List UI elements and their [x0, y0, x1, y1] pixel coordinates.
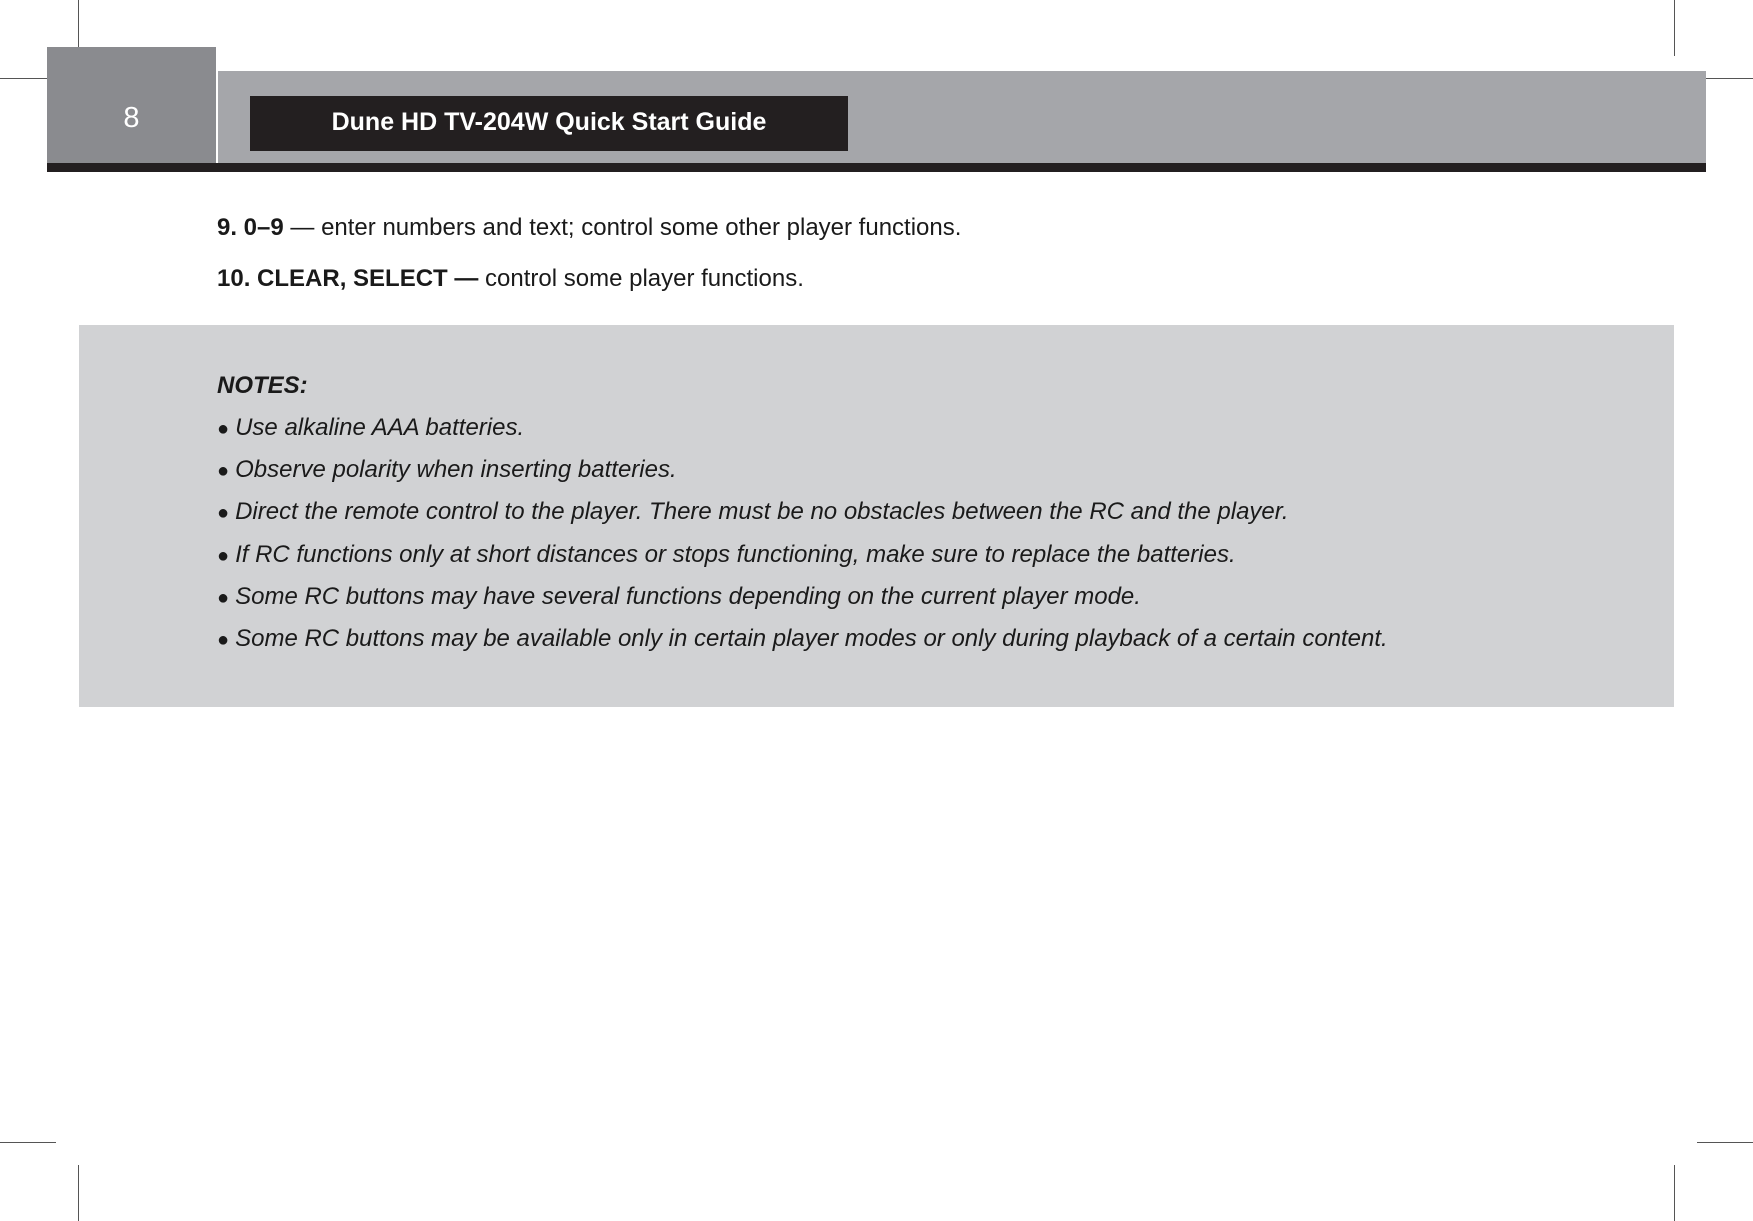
item-label: 10. CLEAR, SELECT —	[217, 265, 479, 292]
bullet-icon: ●	[217, 418, 230, 440]
note-text: Use alkaline AAA batteries.	[235, 414, 525, 441]
page-number: 8	[123, 102, 140, 134]
note-text: If RC functions only at short distances or stops functioning, make sure to replace the batteries.	[235, 541, 1236, 568]
crop-mark	[0, 1142, 56, 1143]
item-label: 9. 0–9	[217, 214, 284, 241]
note-item	[217, 585, 1141, 609]
bullet-icon: ●	[217, 545, 230, 567]
note-item	[217, 458, 677, 482]
note-item	[217, 416, 524, 440]
crop-mark	[1697, 1142, 1753, 1143]
note-item	[217, 627, 1388, 651]
note-text: Direct the remote control to the player. There must be no obstacles between the RC and the player.	[235, 498, 1289, 525]
notes-title: NOTES:	[217, 372, 308, 399]
note-text: Observe polarity when inserting batteries.	[235, 456, 677, 483]
note-item	[217, 500, 1289, 524]
item-text: control some player functions.	[478, 265, 804, 292]
bullet-icon: ●	[217, 629, 230, 651]
bullet-icon: ●	[217, 502, 230, 524]
note-text: Some RC buttons may be available only in certain player modes or only during playback of a certain content.	[235, 625, 1388, 652]
document-title: Dune HD TV-204W Quick Start Guide	[250, 96, 848, 151]
crop-mark	[1674, 0, 1675, 56]
crop-mark	[1674, 1165, 1675, 1221]
crop-mark	[78, 1165, 79, 1221]
bullet-icon: ●	[217, 460, 230, 482]
item-text: — enter numbers and text; control some other player functions.	[283, 214, 962, 241]
bullet-icon: ●	[217, 587, 230, 609]
note-text: Some RC buttons may have several functions depending on the current player mode.	[235, 583, 1141, 610]
header-rule	[47, 163, 1706, 172]
list-item	[217, 267, 804, 291]
list-item	[217, 216, 961, 240]
note-item	[217, 543, 1236, 567]
